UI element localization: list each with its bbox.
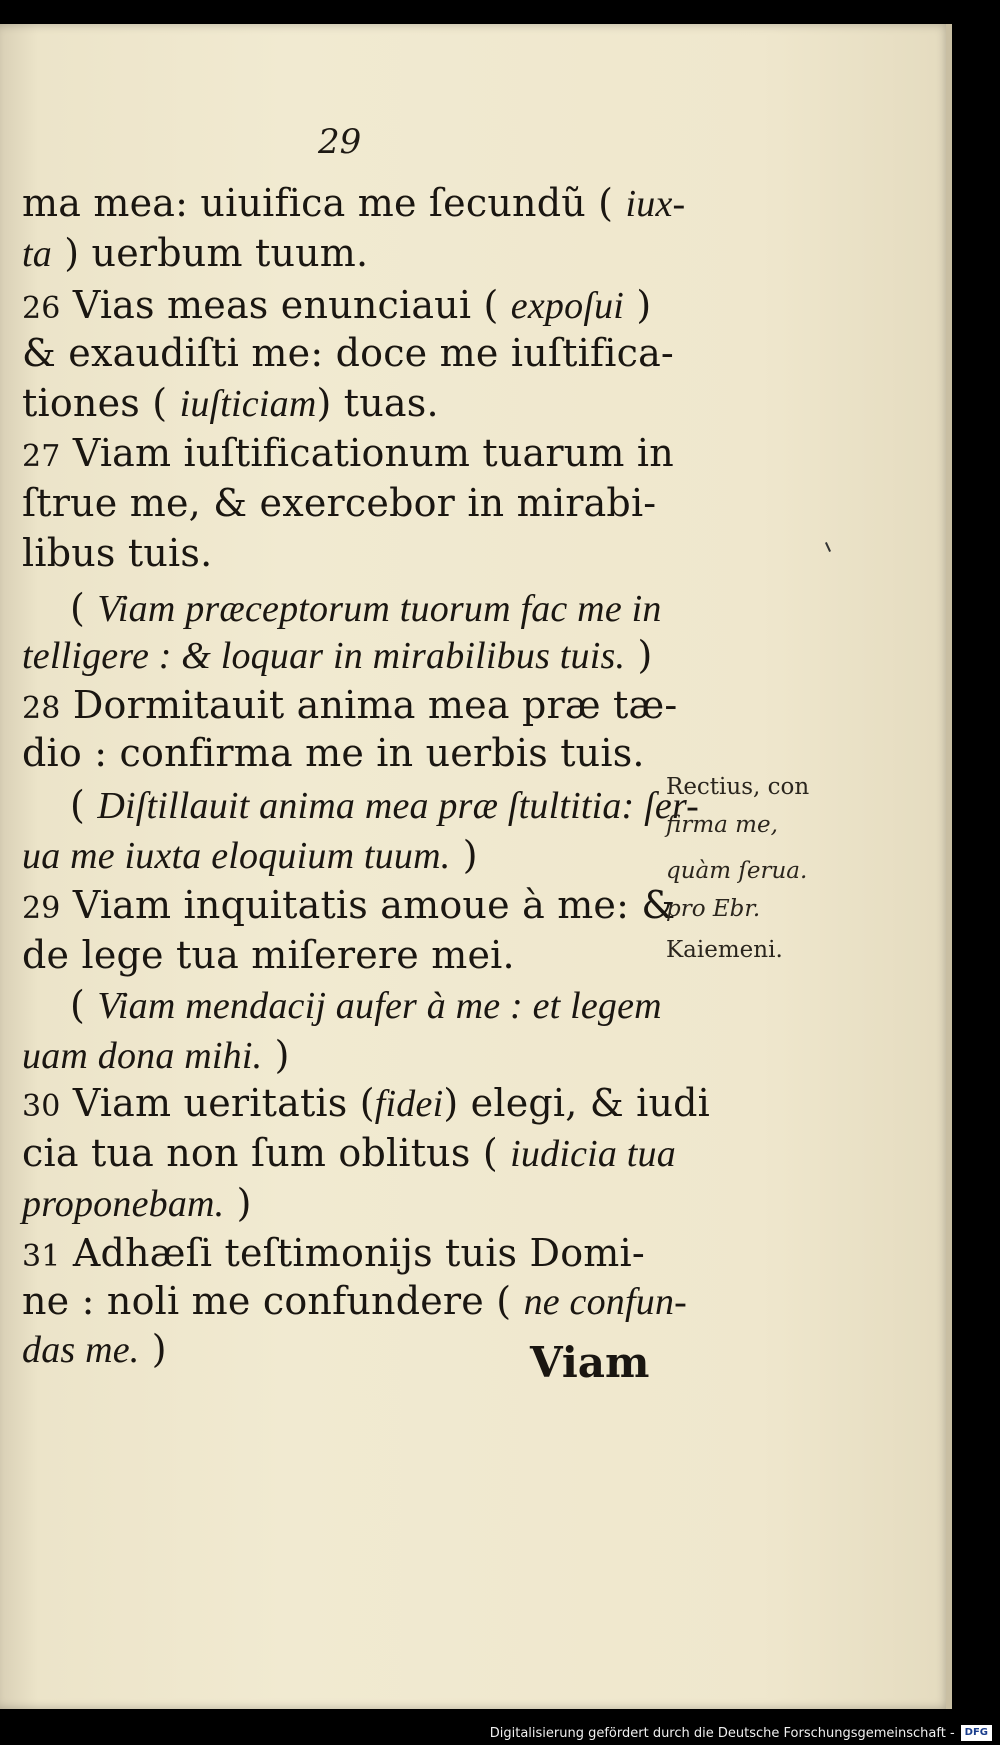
marginal-note-line: quàm ſerua. [666, 858, 808, 884]
line-text: ne : noli me confundere ( [22, 1279, 524, 1323]
marginal-note-line: Kaiemeni. [666, 937, 783, 963]
line-text-tail: ) [624, 283, 652, 327]
line-text: tiones ( [22, 381, 180, 425]
text-line [22, 181, 686, 225]
line-text: Adhæſi teſtimonijs tuis Domi- [60, 1231, 645, 1275]
italic-gloss: ne confun- [523, 1281, 688, 1323]
text-line [22, 1131, 676, 1175]
marginal-note-line: firma me, [666, 812, 778, 838]
line-text: Dormitauit anima mea præ tæ- [60, 683, 678, 727]
line-text: Viam inquitatis amoue à me: & [60, 883, 676, 927]
book-page [0, 24, 952, 1709]
line-text: ma mea: uiuifica me ſecundũ ( [22, 181, 626, 225]
text-line [22, 431, 674, 475]
line-text: cia tua non ſum oblitus ( [22, 1131, 511, 1175]
italic-gloss: Viam præceptorum tuorum fac me in [97, 588, 662, 630]
line-text: dio : confirma me in uerbis tuis. [22, 731, 645, 775]
text-line [22, 883, 676, 927]
text-line [22, 1033, 290, 1077]
text-line [70, 586, 662, 630]
text-line [22, 283, 652, 327]
italic-gloss: uam dona mihi. [22, 1035, 263, 1077]
italic-gloss: telligere : & loquar in mirabilibus tuis. [22, 635, 626, 677]
line-text: ( [70, 983, 98, 1027]
italic-gloss: ta [22, 233, 52, 275]
verse-number: 26 [22, 291, 61, 326]
italic-gloss: Viam mendacij aufer à me : et legem [97, 985, 662, 1027]
italic-gloss: iuſticiam [179, 383, 317, 425]
text-line [22, 1081, 711, 1125]
dfg-logo: DFG [961, 1725, 992, 1741]
italic-gloss: expoſui [510, 285, 625, 327]
text-line [22, 1279, 688, 1323]
text-line [22, 531, 213, 575]
line-text: libus tuis. [22, 531, 213, 575]
italic-gloss: Diſtillauit anima mea præ ſtultitia: ſer- [97, 785, 700, 827]
line-text: ( [70, 783, 98, 827]
digitization-footer [490, 1725, 992, 1741]
text-line [22, 481, 657, 525]
line-text-tail: ) tuas. [316, 381, 439, 425]
text-line [22, 381, 439, 425]
line-text-tail: ) [450, 833, 478, 877]
line-text-tail: ) [262, 1033, 290, 1077]
italic-gloss: fidei [374, 1083, 444, 1125]
italic-gloss: das me. [22, 1329, 140, 1371]
text-line [22, 1181, 252, 1225]
line-text: Viam ueritatis ( [60, 1081, 375, 1125]
catchword: Viam [530, 1338, 650, 1387]
italic-gloss: proponebam. [22, 1183, 225, 1225]
footer-text: Digitalisierung gefördert durch die Deutsche Forschungsgemeinschaft - [489, 1725, 955, 1741]
ink-mark [825, 542, 831, 552]
text-line [22, 683, 678, 727]
text-line [22, 731, 645, 775]
italic-gloss: iux- [625, 183, 686, 225]
page-number: 29 [318, 122, 362, 162]
verse-number: 29 [22, 891, 61, 926]
italic-gloss: ua me iuxta eloquium tuum. [22, 835, 451, 877]
line-text: & exaudiſti me: doce me iuſtifica- [22, 331, 674, 375]
text-line [22, 331, 674, 375]
line-text-tail: ) [224, 1181, 252, 1225]
marginal-note-line: Rectius, con [666, 774, 810, 800]
verse-number: 27 [22, 439, 61, 474]
line-text: ( [70, 586, 98, 630]
line-text-tail: ) uerbum tuum. [51, 231, 369, 275]
verse-number: 28 [22, 691, 61, 726]
verse-number: 30 [22, 1089, 61, 1124]
text-line [22, 1327, 167, 1371]
line-text-tail: ) [625, 633, 653, 677]
line-text: Vias meas enunciaui ( [60, 283, 511, 327]
text-line [22, 1231, 645, 1275]
verse-number: 31 [22, 1239, 61, 1274]
text-line [70, 983, 662, 1027]
line-text-tail: ) [139, 1327, 167, 1371]
text-line [70, 783, 700, 827]
marginal-note-line: pro Ebr. [666, 896, 761, 922]
line-text: ſtrue me, & exercebor in mirabi- [22, 481, 657, 525]
text-line [22, 231, 369, 275]
text-line [22, 833, 478, 877]
text-line [22, 933, 515, 977]
line-text-tail: ) elegi, & iudi [443, 1081, 711, 1125]
line-text: Viam iuſtificationum tuarum in [60, 431, 674, 475]
text-line [22, 633, 653, 677]
italic-gloss: iudicia tua [510, 1133, 676, 1175]
line-text: de lege tua miſerere mei. [22, 933, 515, 977]
